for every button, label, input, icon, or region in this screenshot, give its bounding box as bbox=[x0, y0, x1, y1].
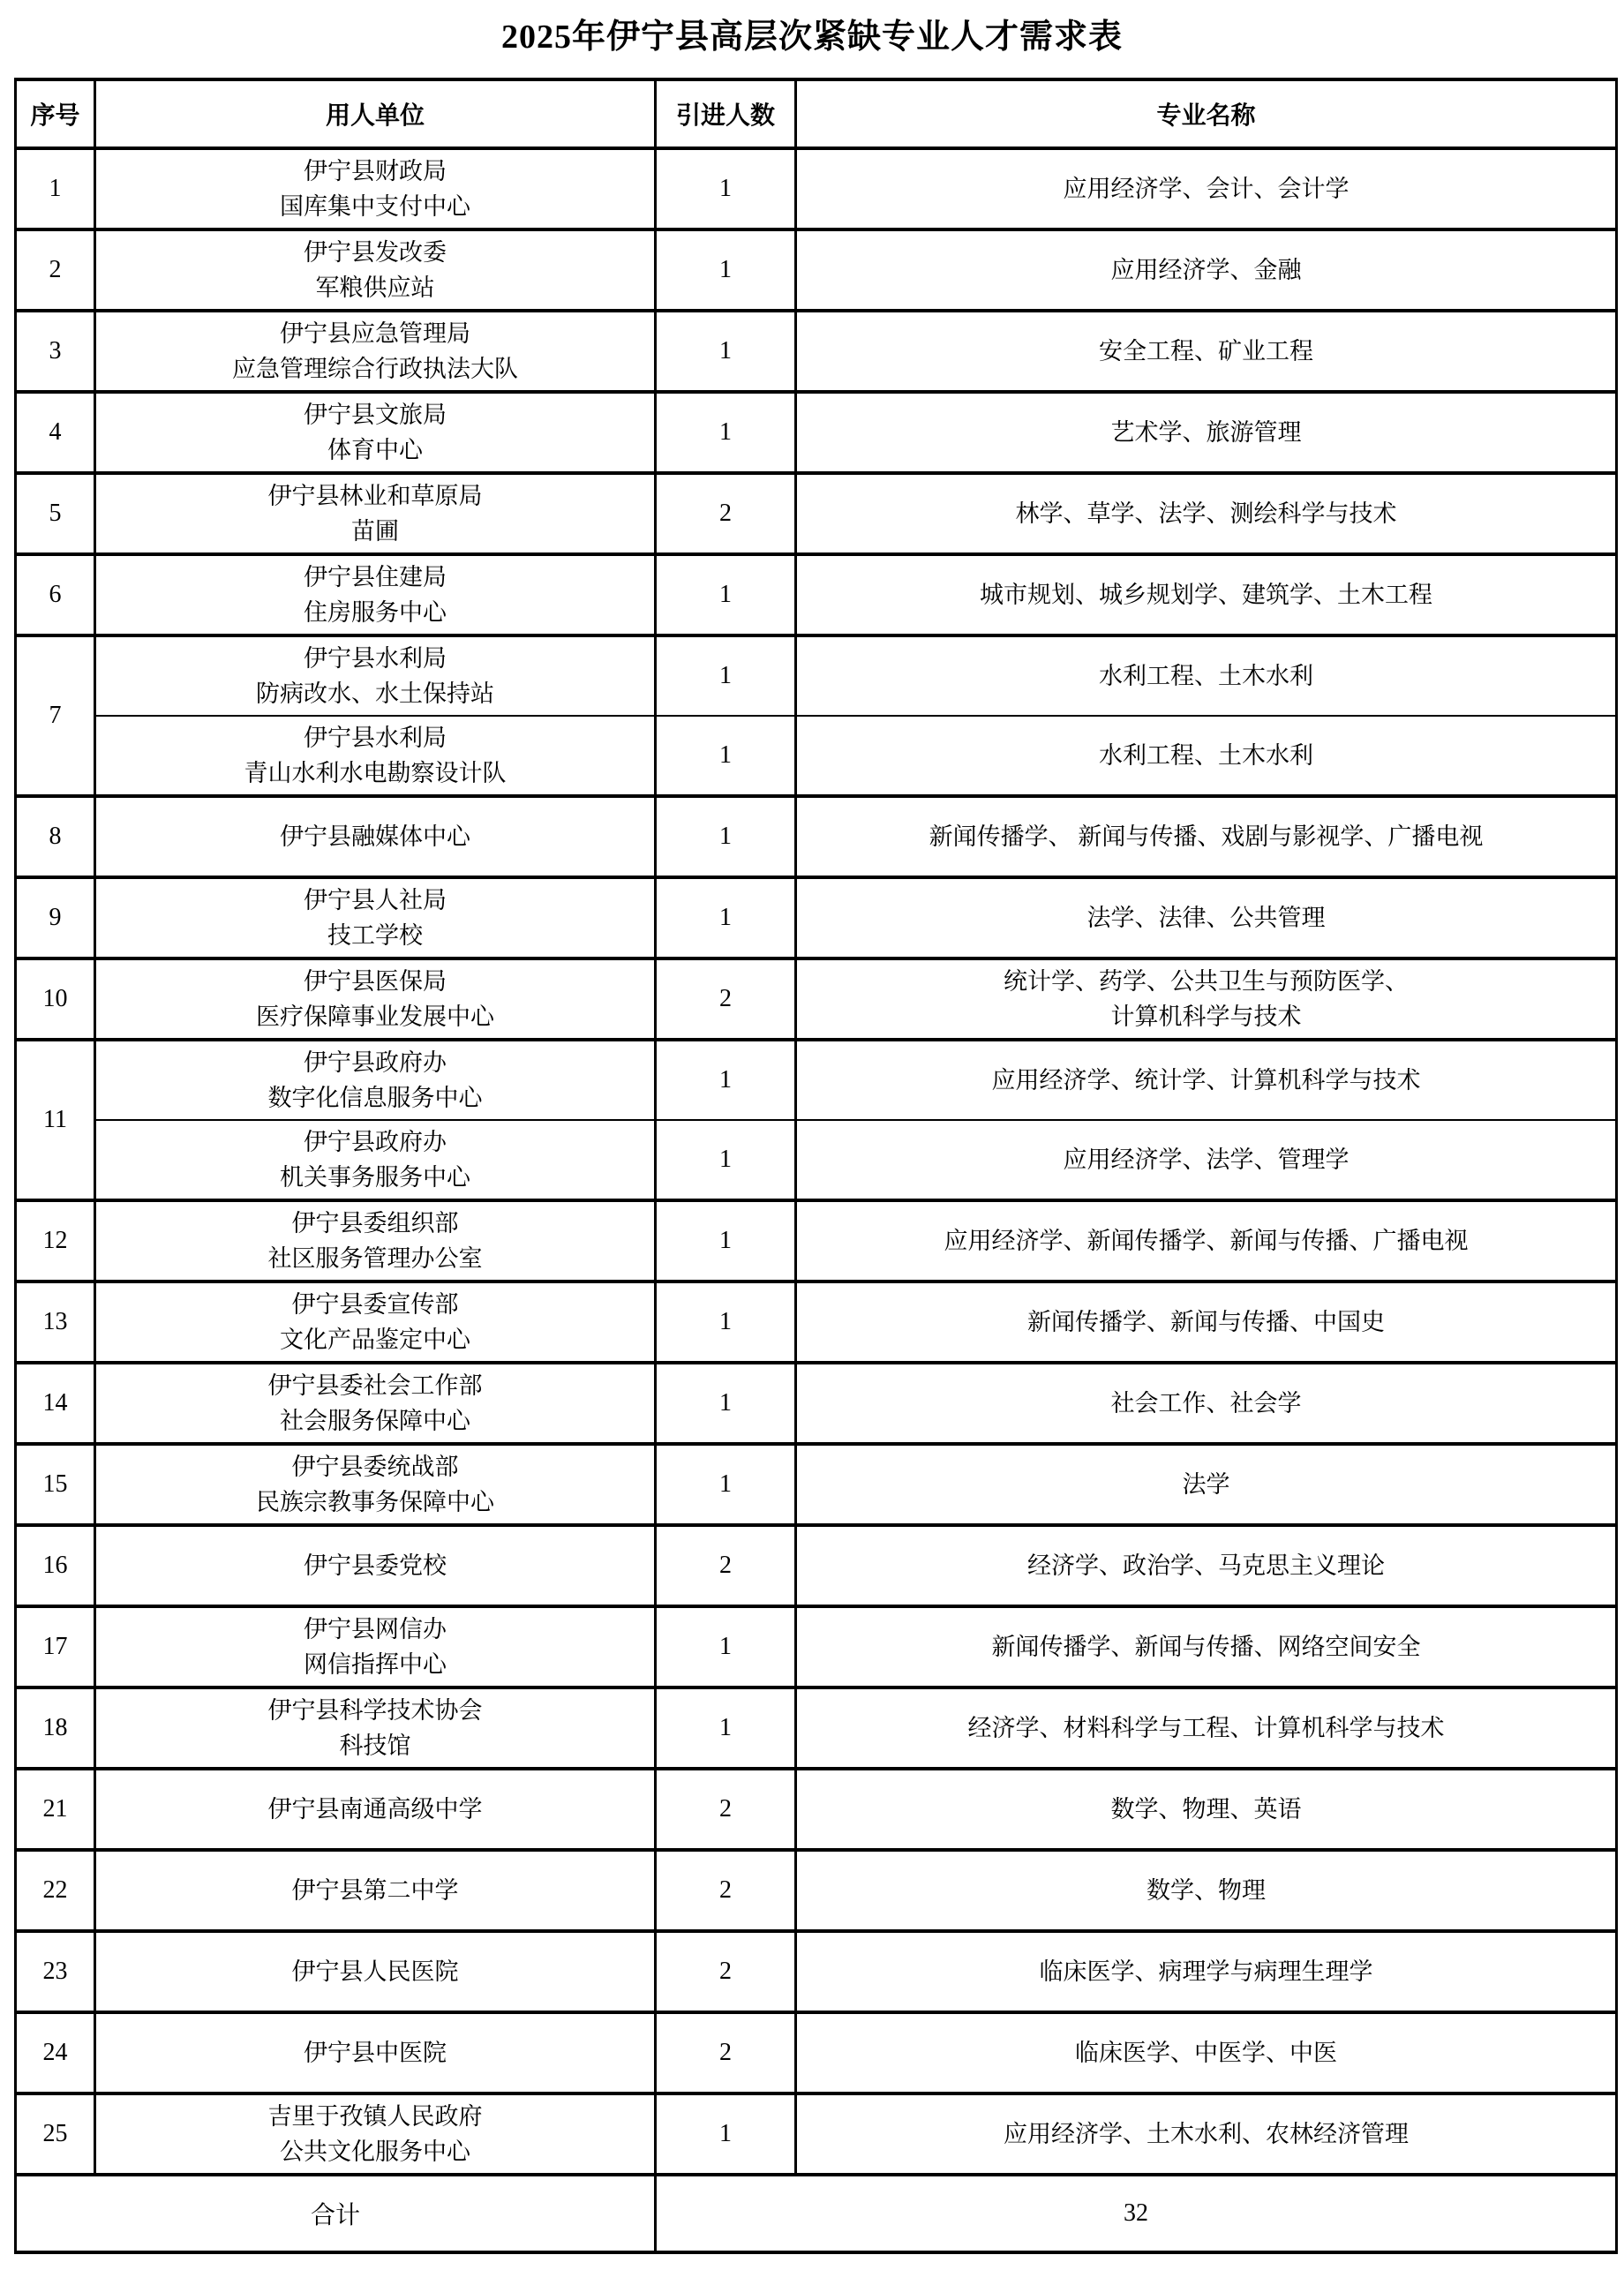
cell-line: 数学、物理、英语 bbox=[1110, 1796, 1302, 1823]
majors-cell bbox=[796, 1200, 1617, 1282]
cell-line: 统计学、药学、公共卫生与预防医学、 bbox=[1004, 968, 1409, 995]
cell-line: 伊宁县南通高级中学 bbox=[267, 1796, 483, 1823]
unit-cell bbox=[95, 2012, 656, 2093]
majors-cell bbox=[796, 148, 1617, 229]
unit-cell bbox=[95, 1200, 656, 1282]
cell-line: 伊宁县政府办 bbox=[304, 1129, 447, 1155]
count-cell: 1 bbox=[656, 1282, 796, 1363]
cell-line: 数字化信息服务中心 bbox=[267, 1085, 483, 1111]
seq-cell: 8 bbox=[16, 796, 95, 877]
seq-cell: 23 bbox=[16, 1931, 95, 2012]
cell-line: 防病改水、水土保持站 bbox=[256, 680, 494, 707]
table-row bbox=[16, 1444, 1617, 1525]
seq-cell: 5 bbox=[16, 473, 95, 554]
cell-line: 安全工程、矿业工程 bbox=[1099, 338, 1313, 365]
cell-line: 伊宁县财政局 bbox=[304, 158, 447, 184]
cell-line: 伊宁县融媒体中心 bbox=[280, 823, 470, 850]
table-row bbox=[16, 148, 1617, 229]
unit-cell bbox=[95, 716, 656, 796]
majors-cell bbox=[796, 1040, 1617, 1120]
cell-line: 伊宁县委统战部 bbox=[291, 1454, 459, 1480]
page-title: 2025年伊宁县高层次紧缺专业人才需求表 bbox=[500, 19, 1123, 56]
table-row bbox=[16, 554, 1617, 635]
count-cell: 1 bbox=[656, 1120, 796, 1200]
unit-cell bbox=[95, 392, 656, 473]
cell-line: 新闻传播学、 新闻与传播、戏剧与影视学、广播电视 bbox=[929, 823, 1484, 850]
cell-line: 城市规划、城乡规划学、建筑学、土木工程 bbox=[980, 582, 1432, 608]
table-row bbox=[16, 1606, 1617, 1687]
total-value-cell: 32 bbox=[656, 2175, 1617, 2252]
unit-cell bbox=[95, 1363, 656, 1444]
count-cell: 2 bbox=[656, 2012, 796, 2093]
cell-line: 伊宁县文旅局 bbox=[304, 402, 447, 428]
table-row bbox=[16, 2093, 1617, 2175]
cell-line: 临床医学、中医学、中医 bbox=[1075, 2040, 1337, 2066]
cell-line: 伊宁县委社会工作部 bbox=[267, 1372, 483, 1399]
table-row bbox=[16, 229, 1617, 311]
unit-cell bbox=[95, 148, 656, 229]
cell-line: 新闻传播学、新闻与传播、中国史 bbox=[1027, 1309, 1385, 1335]
cell-line: 艺术学、旅游管理 bbox=[1110, 419, 1302, 446]
count-cell: 1 bbox=[656, 1606, 796, 1687]
table-row bbox=[16, 1850, 1617, 1931]
cell-line: 伊宁县人民医院 bbox=[291, 1958, 459, 1985]
cell-line: 林学、草学、法学、测绘科学与技术 bbox=[1015, 500, 1397, 527]
seq-cell: 3 bbox=[16, 311, 95, 392]
cell-line: 计算机科学与技术 bbox=[1110, 1003, 1302, 1030]
cell-line: 苗圃 bbox=[351, 518, 399, 545]
unit-cell bbox=[95, 1282, 656, 1363]
seq-cell: 1 bbox=[16, 148, 95, 229]
cell-line: 民族宗教事务保障中心 bbox=[256, 1489, 494, 1515]
seq-cell: 24 bbox=[16, 2012, 95, 2093]
table-row bbox=[16, 1282, 1617, 1363]
majors-cell bbox=[796, 1606, 1617, 1687]
seq-cell: 4 bbox=[16, 392, 95, 473]
count-cell: 1 bbox=[656, 1687, 796, 1769]
table-row bbox=[16, 392, 1617, 473]
cell-line: 伊宁县中医院 bbox=[304, 2040, 447, 2066]
majors-cell bbox=[796, 958, 1617, 1040]
cell-line: 数学、物理 bbox=[1147, 1877, 1266, 1904]
cell-line: 社会服务保障中心 bbox=[280, 1408, 470, 1434]
cell-line: 机关事务服务中心 bbox=[280, 1164, 470, 1191]
table-row bbox=[16, 2012, 1617, 2093]
unit-cell bbox=[95, 1931, 656, 2012]
cell-line: 临床医学、病理学与病理生理学 bbox=[1039, 1958, 1373, 1985]
unit-cell bbox=[95, 473, 656, 554]
cell-line: 伊宁县应急管理局 bbox=[280, 320, 470, 347]
majors-cell bbox=[796, 554, 1617, 635]
unit-cell bbox=[95, 958, 656, 1040]
count-cell: 2 bbox=[656, 958, 796, 1040]
majors-cell bbox=[796, 1850, 1617, 1931]
seq-cell: 18 bbox=[16, 1687, 95, 1769]
cell-line: 吉里于孜镇人民政府 bbox=[267, 2103, 483, 2130]
majors-cell bbox=[796, 2012, 1617, 2093]
majors-cell bbox=[796, 2093, 1617, 2175]
seq-cell: 13 bbox=[16, 1282, 95, 1363]
cell-line: 伊宁县委组织部 bbox=[291, 1210, 459, 1236]
cell-line: 应用经济学、统计学、计算机科学与技术 bbox=[991, 1067, 1421, 1094]
cell-line: 体育中心 bbox=[327, 437, 423, 463]
majors-cell bbox=[796, 635, 1617, 716]
count-cell: 1 bbox=[656, 1200, 796, 1282]
majors-cell bbox=[796, 473, 1617, 554]
cell-line: 应用经济学、会计、会计学 bbox=[1063, 176, 1350, 202]
cell-line: 伊宁县网信办 bbox=[304, 1616, 447, 1642]
majors-cell bbox=[796, 716, 1617, 796]
table-row bbox=[16, 1525, 1617, 1606]
cell-line: 伊宁县发改委 bbox=[304, 239, 447, 266]
table-row bbox=[16, 473, 1617, 554]
cell-line: 伊宁县林业和草原局 bbox=[267, 483, 483, 509]
header-count: 引进人数 bbox=[656, 79, 796, 148]
count-cell: 1 bbox=[656, 1444, 796, 1525]
unit-cell bbox=[95, 1120, 656, 1200]
count-cell: 1 bbox=[656, 796, 796, 877]
cell-line: 伊宁县政府办 bbox=[304, 1049, 447, 1076]
table-row bbox=[16, 635, 1617, 716]
seq-cell: 14 bbox=[16, 1363, 95, 1444]
cell-line: 水利工程、土木水利 bbox=[1099, 742, 1313, 769]
cell-line: 应用经济学、新闻传播学、新闻与传播、广播电视 bbox=[944, 1228, 1469, 1254]
cell-line: 应用经济学、土木水利、农林经济管理 bbox=[1004, 2121, 1409, 2147]
majors-cell bbox=[796, 1769, 1617, 1850]
table-row bbox=[16, 716, 1617, 796]
cell-line: 伊宁县科学技术协会 bbox=[267, 1697, 483, 1724]
unit-cell bbox=[95, 1040, 656, 1120]
cell-line: 住房服务中心 bbox=[304, 599, 447, 626]
seq-cell: 9 bbox=[16, 877, 95, 958]
cell-line: 文化产品鉴定中心 bbox=[280, 1327, 470, 1353]
cell-line: 经济学、材料科学与工程、计算机科学与技术 bbox=[967, 1715, 1445, 1741]
count-cell: 1 bbox=[656, 635, 796, 716]
table-row bbox=[16, 1120, 1617, 1200]
cell-line: 科技馆 bbox=[339, 1733, 411, 1759]
count-cell: 2 bbox=[656, 473, 796, 554]
majors-cell bbox=[796, 229, 1617, 311]
table-row bbox=[16, 796, 1617, 877]
table-header-row bbox=[16, 79, 1617, 148]
cell-line: 应急管理综合行政执法大队 bbox=[232, 356, 518, 382]
seq-cell: 17 bbox=[16, 1606, 95, 1687]
cell-line: 伊宁县水利局 bbox=[304, 645, 447, 672]
unit-cell bbox=[95, 554, 656, 635]
cell-line: 伊宁县第二中学 bbox=[291, 1877, 459, 1904]
seq-cell: 16 bbox=[16, 1525, 95, 1606]
cell-line: 技工学校 bbox=[327, 922, 423, 949]
table-row bbox=[16, 311, 1617, 392]
table-body bbox=[16, 148, 1617, 2175]
majors-cell bbox=[796, 1363, 1617, 1444]
total-row bbox=[16, 2175, 1617, 2252]
unit-cell bbox=[95, 877, 656, 958]
cell-line: 国库集中支付中心 bbox=[280, 193, 470, 220]
majors-cell bbox=[796, 1931, 1617, 2012]
table-row bbox=[16, 1200, 1617, 1282]
unit-cell bbox=[95, 1444, 656, 1525]
cell-line: 医疗保障事业发展中心 bbox=[256, 1003, 494, 1030]
unit-cell bbox=[95, 311, 656, 392]
count-cell: 2 bbox=[656, 1769, 796, 1850]
cell-line: 法学 bbox=[1182, 1471, 1230, 1498]
table-row bbox=[16, 1363, 1617, 1444]
count-cell: 1 bbox=[656, 392, 796, 473]
cell-line: 伊宁县委党校 bbox=[304, 1552, 447, 1579]
count-cell: 1 bbox=[656, 311, 796, 392]
unit-cell bbox=[95, 1606, 656, 1687]
seq-cell: 2 bbox=[16, 229, 95, 311]
unit-cell bbox=[95, 2093, 656, 2175]
cell-line: 伊宁县人社局 bbox=[304, 887, 447, 913]
count-cell: 2 bbox=[656, 1525, 796, 1606]
table-row bbox=[16, 1769, 1617, 1850]
cell-line: 伊宁县住建局 bbox=[304, 564, 447, 590]
seq-cell: 15 bbox=[16, 1444, 95, 1525]
table-row bbox=[16, 1687, 1617, 1769]
cell-line: 水利工程、土木水利 bbox=[1099, 663, 1313, 689]
header-seq: 序号 bbox=[16, 79, 95, 148]
unit-cell bbox=[95, 1525, 656, 1606]
majors-cell bbox=[796, 1120, 1617, 1200]
header-majors: 专业名称 bbox=[796, 79, 1617, 148]
cell-line: 网信指挥中心 bbox=[304, 1651, 447, 1678]
majors-cell bbox=[796, 796, 1617, 877]
total-label-cell: 合计 bbox=[16, 2175, 656, 2252]
table-row bbox=[16, 1931, 1617, 2012]
cell-line: 青山水利水电勘察设计队 bbox=[244, 760, 507, 786]
seq-cell: 22 bbox=[16, 1850, 95, 1931]
unit-cell bbox=[95, 796, 656, 877]
count-cell: 1 bbox=[656, 2093, 796, 2175]
seq-cell: 10 bbox=[16, 958, 95, 1040]
cell-line: 应用经济学、金融 bbox=[1110, 257, 1302, 283]
seq-cell: 25 bbox=[16, 2093, 95, 2175]
unit-cell bbox=[95, 229, 656, 311]
seq-cell: 7 bbox=[16, 635, 95, 796]
header-unit: 用人单位 bbox=[95, 79, 656, 148]
unit-cell bbox=[95, 1687, 656, 1769]
count-cell: 1 bbox=[656, 148, 796, 229]
unit-cell bbox=[95, 635, 656, 716]
cell-line: 社会工作、社会学 bbox=[1110, 1390, 1302, 1417]
cell-line: 新闻传播学、新闻与传播、网络空间安全 bbox=[991, 1634, 1421, 1660]
majors-cell bbox=[796, 311, 1617, 392]
table-row bbox=[16, 958, 1617, 1040]
count-cell: 1 bbox=[656, 1363, 796, 1444]
cell-line: 公共文化服务中心 bbox=[280, 2138, 470, 2165]
count-cell: 2 bbox=[656, 1850, 796, 1931]
majors-cell bbox=[796, 877, 1617, 958]
table-row bbox=[16, 877, 1617, 958]
count-cell: 1 bbox=[656, 1040, 796, 1120]
majors-cell bbox=[796, 1282, 1617, 1363]
count-cell: 2 bbox=[656, 1931, 796, 2012]
count-cell: 1 bbox=[656, 554, 796, 635]
cell-line: 应用经济学、法学、管理学 bbox=[1063, 1146, 1350, 1173]
majors-cell bbox=[796, 1687, 1617, 1769]
cell-line: 社区服务管理办公室 bbox=[267, 1245, 483, 1272]
cell-line: 伊宁县水利局 bbox=[304, 725, 447, 751]
majors-cell bbox=[796, 1444, 1617, 1525]
majors-cell bbox=[796, 392, 1617, 473]
count-cell: 1 bbox=[656, 716, 796, 796]
count-cell: 1 bbox=[656, 229, 796, 311]
unit-cell bbox=[95, 1769, 656, 1850]
cell-line: 法学、法律、公共管理 bbox=[1086, 905, 1326, 931]
table-row bbox=[16, 1040, 1617, 1120]
cell-line: 伊宁县医保局 bbox=[304, 968, 447, 995]
majors-cell bbox=[796, 1525, 1617, 1606]
cell-line: 经济学、政治学、马克思主义理论 bbox=[1027, 1552, 1385, 1579]
unit-cell bbox=[95, 1850, 656, 1931]
seq-cell: 6 bbox=[16, 554, 95, 635]
seq-cell: 21 bbox=[16, 1769, 95, 1850]
talent-demand-table bbox=[14, 78, 1618, 2254]
cell-line: 伊宁县委宣传部 bbox=[291, 1291, 459, 1318]
cell-line: 军粮供应站 bbox=[315, 274, 435, 301]
count-cell: 1 bbox=[656, 877, 796, 958]
seq-cell: 11 bbox=[16, 1040, 95, 1200]
seq-cell: 12 bbox=[16, 1200, 95, 1282]
